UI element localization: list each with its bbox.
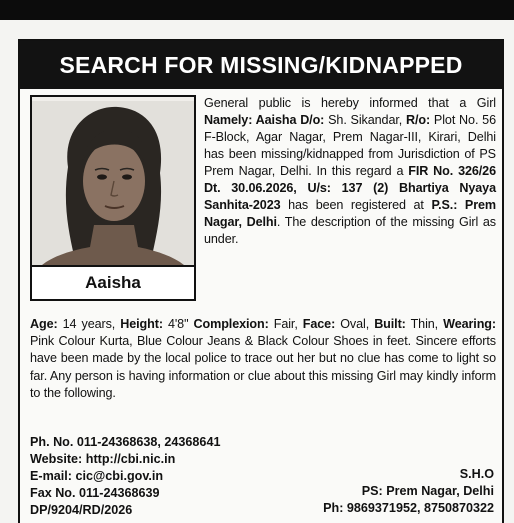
officer-designation: S.H.O xyxy=(459,467,494,481)
contact-website: Website: http://cbi.nic.in xyxy=(30,452,176,466)
intro-paragraph xyxy=(204,95,496,248)
height-label: Height: xyxy=(120,317,163,331)
notice-reference: DP/9204/RD/2026 xyxy=(30,503,133,517)
photo-caption: Aaisha xyxy=(32,265,194,299)
top-black-bar xyxy=(0,0,514,20)
missing-girl-photo xyxy=(32,97,194,265)
complexion-value: Fair, xyxy=(268,317,303,331)
wearing-value: Pink Colour Kurta, Blue Colour Jeans & Black Colour Shoes in feet. Sincere efforts have been made by the local police to trace out her but no clue has come to light so far. Any person is having information or clue about this missing Girl may kindly inform to the following. xyxy=(30,334,496,400)
contact-fax: Fax No. 011-24368639 xyxy=(30,486,160,500)
height-value: 4'8" xyxy=(162,317,194,331)
face-label: Face: xyxy=(302,317,336,331)
face-value: Oval, xyxy=(335,317,375,331)
intro-text-5: . The description of the missing Girl as under. xyxy=(204,215,497,246)
intro-ps: P.S.: Prem Nagar, Delhi xyxy=(204,198,497,229)
intro-text-3: Plot No. 56 F-Block, Agar Nagar, Prem Nagar-III, Kirari, Delhi has been missing/kidnapped from Jurisdiction of PS Prem Nagar, Delhi. In this regard a xyxy=(204,113,496,178)
officer-block xyxy=(234,466,494,517)
complexion-label: Complexion: xyxy=(193,317,269,331)
contact-email: E-mail: cic@cbi.gov.in xyxy=(30,469,164,483)
intro-fir: FIR No. 326/26 Dt. 30.06.2026, U/s: 137 (2) Bhartiya Nyaya Sanhita-2023 xyxy=(204,164,496,212)
intro-text-2: Sh. Sikandar, xyxy=(324,113,406,127)
description-paragraph xyxy=(30,316,496,402)
intro-text-4: has been registered at xyxy=(280,198,432,212)
age-value: 14 years, xyxy=(57,317,121,331)
notice-title: SEARCH FOR MISSING/KIDNAPPED xyxy=(20,41,502,89)
built-value: Thin, xyxy=(405,317,444,331)
photo-box xyxy=(30,95,196,301)
officer-station: PS: Prem Nagar, Delhi xyxy=(361,484,494,498)
age-label: Age: xyxy=(30,317,58,331)
wearing-label: Wearing: xyxy=(443,317,496,331)
intro-name-label: Namely: Aaisha D/o: xyxy=(204,113,325,127)
intro-text-1: General public is hereby informed that a Girl xyxy=(204,96,496,110)
officer-phone: Ph: 9869371952, 8750870322 xyxy=(323,501,494,515)
built-label: Built: xyxy=(374,317,406,331)
missing-person-notice xyxy=(18,39,504,523)
intro-ro-label: R/o: xyxy=(406,113,431,127)
contact-phone: Ph. No. 011-24368638, 24368641 xyxy=(30,435,221,449)
